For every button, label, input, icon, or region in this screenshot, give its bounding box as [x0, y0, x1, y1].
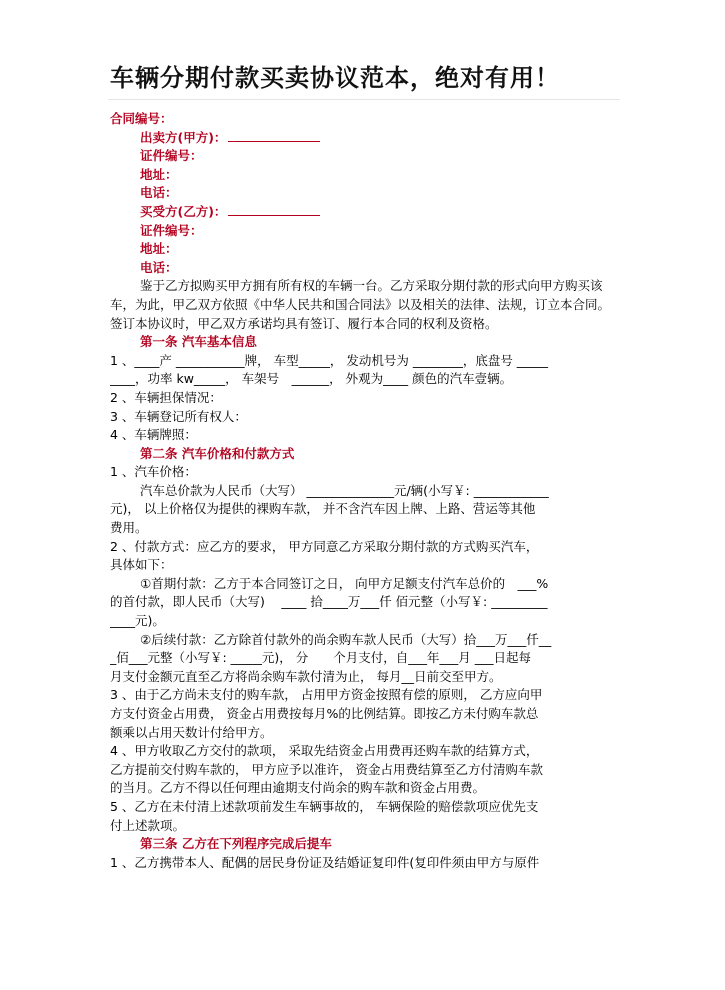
document-body: [110, 110, 618, 872]
article1-item1-line2: ____，功率 kw_____， 车架号 ______， 外观为____ 颜色的汽车壹辆。: [110, 371, 513, 387]
article1-heading: 第一条 汽车基本信息: [140, 334, 257, 350]
seller-blank: [228, 129, 320, 142]
article2-price-line3: 费用。: [110, 520, 148, 536]
article2-item3-line1: 3 、由于乙方尚未支付的购车款， 占用甲方资金按照有偿的原则， 乙方应向甲: [110, 687, 543, 703]
article2-item5-line2: 付上述款项。: [110, 817, 186, 833]
article1-item3: 3 、车辆登记所有权人：: [110, 408, 247, 424]
intro-paragraph: 鉴于乙方拟购买甲方拥有所有权的车辆一台。乙方采取分期付款的形式向甲方购买该车，为此，甲乙双方依照《中华人民共和国合同法》以及相关的法律、法规，订立本合同。签订本协议时，甲乙双方承诺均具有签订、履行本合同的权利及资格。: [110, 278, 611, 331]
seller-line: [110, 129, 618, 148]
buyer-address-label: 地址：: [140, 241, 178, 257]
article2-heading: 第二条 汽车价格和付款方式: [140, 445, 295, 461]
article2-item3-line3: 额乘以占用天数计付给甲方。: [110, 724, 273, 740]
article1-item1-line1: 1 、____产 ___________牌， 车型_____， 发动机号为 ________，底盘号 _____: [110, 352, 549, 368]
seller-id-label: 证件编号：: [140, 148, 203, 164]
title-divider: [108, 99, 620, 100]
article2-later-payment-line1: ②后续付款：乙方除首付款外的尚余购车款人民币（大写）拾___万___仟__: [140, 631, 552, 647]
article3-item1: 1 、乙方携带本人、配偶的居民身份证及结婚证复印件(复印件须由甲方与原件: [110, 854, 540, 870]
contract-number-label: 合同编号：: [110, 111, 173, 126]
article2-item5-line1: 5 、乙方在未付清上述款项前发生车辆事故的， 车辆保险的赔偿款项应优先支: [110, 798, 539, 814]
buyer-id-label: 证件编号：: [140, 222, 203, 238]
article2-payment-line2: 具体如下：: [110, 557, 173, 573]
article2-first-payment-line1: ①首期付款：乙方于本合同签订之日， 向甲方足额支付汽车总价的 ___%: [140, 575, 549, 591]
article2-price-line1: 汽车总价款为人民币（大写） ______________元/辆(小写￥: ____________: [140, 482, 549, 498]
seller-phone-label: 电话：: [140, 185, 178, 201]
article2-payment-line1: 2 、付款方式：应乙方的要求， 甲方同意乙方采取分期付款的方式购买汽车，: [110, 538, 539, 554]
article2-later-payment-line2: _佰___元整（小写￥: _____元)， 分 个月支付，自___年___月 ___日起每: [110, 650, 532, 666]
buyer-phone-label: 电话：: [140, 259, 178, 275]
article2-later-payment-line3: 月支付金额元直至乙方将尚余购车款付清为止， 每月__日前交至甲方。: [110, 668, 502, 684]
buyer-label: 买受方(乙方)：: [140, 203, 227, 219]
article2-price-line2: 元)， 以上价格仅为提供的裸购车款， 并不含汽车因上牌、上路、营运等其他: [110, 501, 536, 517]
article2-item3-line2: 方支付资金占用费， 资金占用费按每月%的比例结算。即按乙方未付购车款总: [110, 706, 539, 721]
article2-first-payment-line2: 的首付款，即人民币（大写) ____ 拾____万___仟 佰元整（小写￥: _________: [110, 594, 548, 610]
article2-item4-line1: 4 、甲方收取乙方交付的款项， 采取先结资金占用费再还购车款的结算方式，: [110, 743, 539, 759]
article2-item4-line2: 乙方提前交付购车款的， 甲方应予以准许， 资金占用费结算至乙方付清购车款: [110, 761, 543, 777]
article2-item4-line3: 的当月。乙方不得以任何理由逾期支付尚余的购车款和资金占用费。: [110, 780, 486, 796]
document-title: 车辆分期付款买卖协议范本，绝对有用！: [110, 63, 560, 92]
seller-label: 出卖方(甲方)：: [140, 129, 227, 145]
article2-item1: 1 、汽车价格：: [110, 464, 197, 480]
buyer-blank: [228, 203, 320, 216]
article3-heading: 第三条 乙方在下列程序完成后提车: [140, 836, 332, 852]
article2-first-payment-line3: ____元)。: [110, 613, 165, 629]
article1-item2: 2 、车辆担保情况：: [110, 389, 222, 405]
buyer-line: [110, 203, 618, 222]
seller-address-label: 地址：: [140, 166, 178, 182]
article1-item4: 4 、车辆牌照：: [110, 427, 197, 443]
